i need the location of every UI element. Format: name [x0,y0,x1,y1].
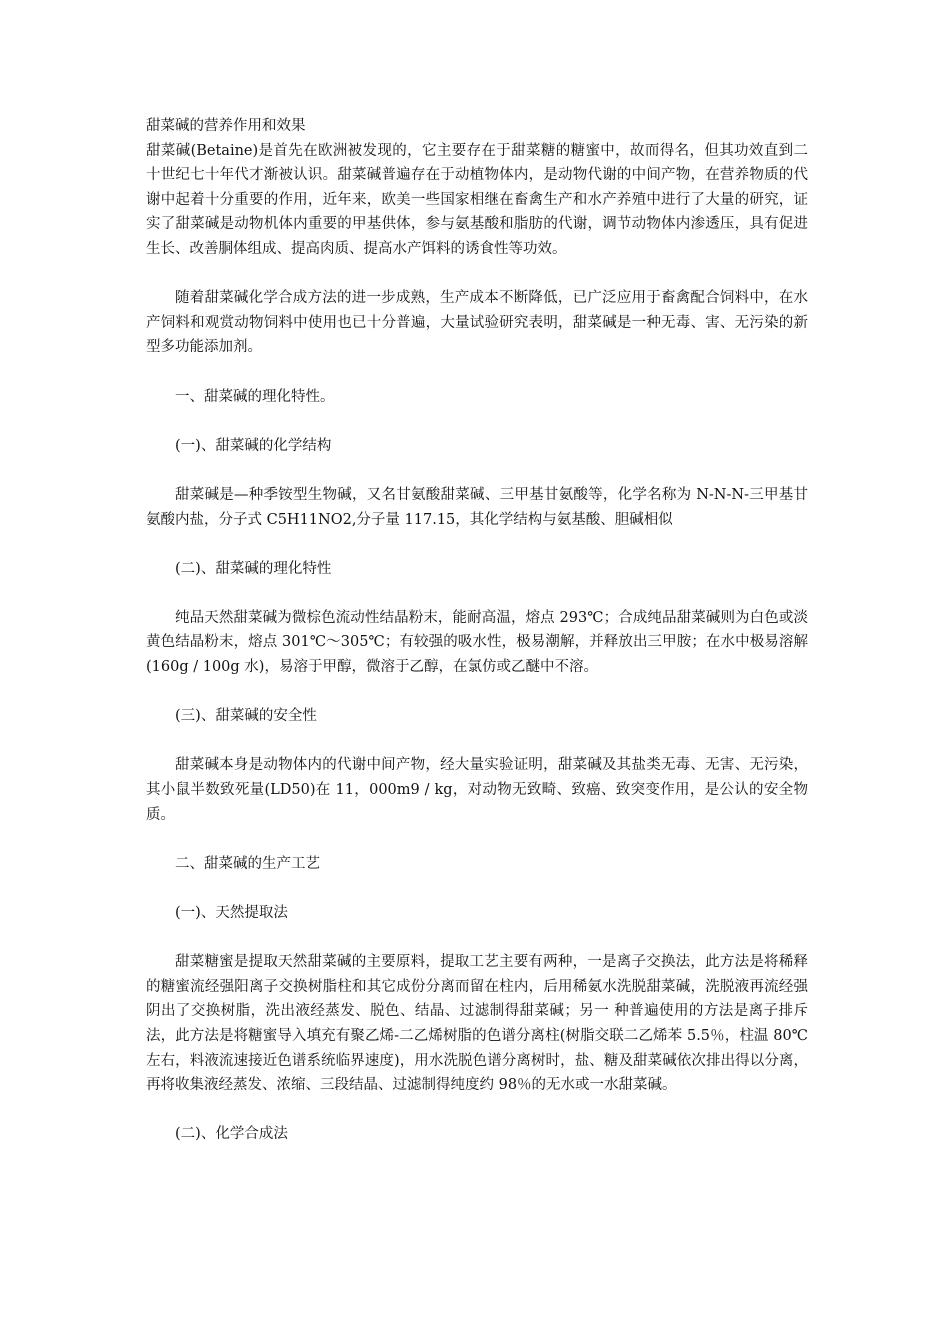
intro-paragraph: 甜菜碱(Betaine)是首先在欧洲被发现的，它主要存在于甜菜糖的糖蜜中，故而得名，但其功效直到二十世纪七十年代才渐被认识。甜菜碱普遍存在于动植物体内，是动物代谢的中间产物，在营养物质的代谢中起着十分重要的作用，近年来，欧美一些国家相继在畜禽生产和水产养殖中进行了大量的研究，证实了甜菜碱是动物机体内重要的甲基供体，参与氨基酸和脂肪的代谢，调节动物体内渗透压，具有促进生长、改善胴体组成、提高肉质、提高水产饵料的诱食性等功效。 [146,142,808,257]
document-title: 甜菜碱的营养作用和效果 [146,118,306,134]
spacer [146,827,808,852]
section-heading-production: 二、甜菜碱的生产工艺 [175,855,320,872]
safety-paragraph: 甜菜碱本身是动物体内的代谢中间产物，经大量实验证明，甜菜碱及其盐类无毒、无害、无污染，其小鼠半数致死量(LD50)在 11，000m9 / kg，对动物无致畸、致癌、致突变作用，是公认的安全物质。 [146,757,808,823]
application-paragraph: 随着甜菜碱化学合成方法的进一步成熟，生产成本不断降低，已广泛应用于畜禽配合饲料中，在水产饲料和观赏动物饲料中使用也已十分普遍，大量试验研究表明，甜菜碱是一种无毒、害、无污染的新型多功能添加剂。 [146,290,808,356]
document-page [146,114,808,1147]
section-heading-properties: 一、甜菜碱的理化特性。 [175,388,335,405]
structure-paragraph: 甜菜碱是—种季铵型生物碱，又名甘氨酸甜菜碱、三甲基甘氨酸等，化学名称为 N-N-N-三甲基甘氨酸内盐，分子式 C5H11NO2,分子量 117.15，其化学结构与氨基酸、胆碱相似 [146,486,808,528]
spacer [146,581,808,606]
spacer [146,876,808,901]
spacer [146,680,808,705]
spacer [146,458,808,483]
spacer [146,262,808,287]
subheading-natural-extraction: (一)、天然提取法 [175,905,288,921]
spacer [146,926,808,951]
spacer [146,360,808,385]
subheading-chemical-synthesis: (二)、化学合成法 [175,1126,288,1143]
subheading-safety: (三)、甜菜碱的安全性 [175,708,317,725]
spacer [146,729,808,754]
extraction-paragraph: 甜菜糖蜜是提取天然甜菜碱的主要原料，提取工艺主要有两种，一是离子交换法，此方法是将稀释的糖蜜流经强阳离子交换树脂柱和其它成份分离而留在柱内，后用稀氨水洗脱甜菜碱，洗脱液再流经强阴出了交换树脂，洗出液经蒸发、脱色、结晶、过滤制得甜菜碱；另一 种普遍使用的方法是离子排斥法，此方法是将糖蜜导入填充有聚乙烯-二乙烯树脂的色谱分离柱(树脂交联二乙烯苯 5.5％，柱温 80℃左右，料液流速接近色谱系统临界速度)，用水洗脱色谱分离树时，盐、糖及甜菜碱依次排出得以分离，再将收集液经蒸发、浓缩、三段结晶、过滤制得纯度约 98％的无水或一水甜菜碱。 [146,954,808,1094]
subheading-chemical-structure: (一)、甜菜碱的化学结构 [175,437,332,454]
properties-paragraph: 纯品天然甜菜碱为微棕色流动性结晶粉末，能耐高温，熔点 293℃；合成纯品甜菜碱则为白色或淡黄色结晶粉末，熔点 301℃～305℃；有较强的吸水性，极易潮解，并释放出三甲胺；在水中极易溶解(160g / 100g 水)，易溶于甲醇，微溶于乙醇，在氯仿或乙醚中不溶。 [146,609,808,676]
spacer [146,532,808,557]
spacer [146,1098,808,1123]
subheading-physicochemical: (二)、甜菜碱的理化特性 [175,560,332,577]
spacer [146,409,808,434]
